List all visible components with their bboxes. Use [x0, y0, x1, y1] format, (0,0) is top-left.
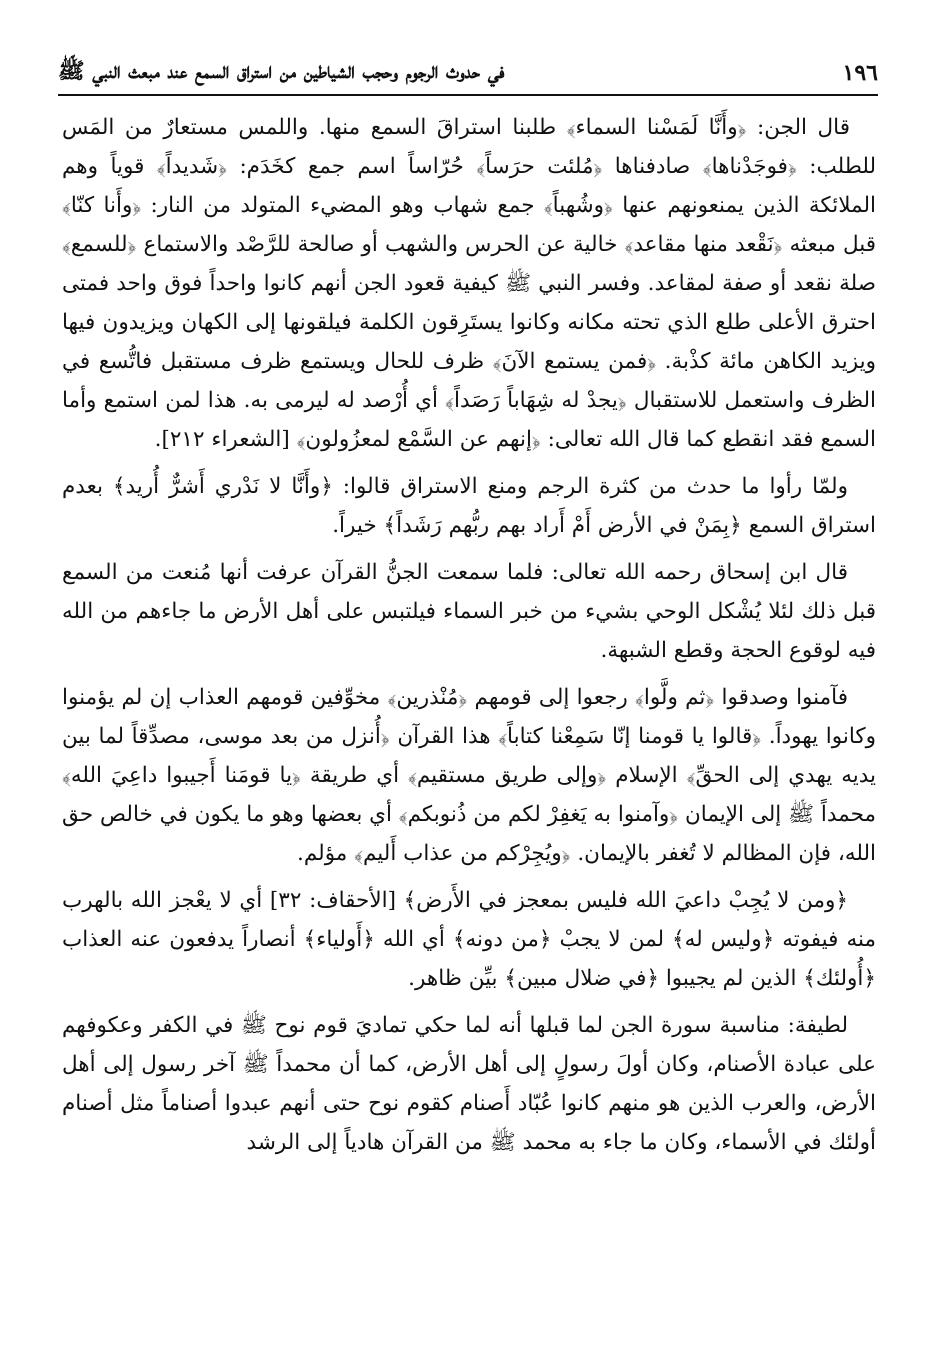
paragraph: فآمنوا وصدقوا ﴿ثم ولَّوا﴾ رجعوا إلى قومهم ﴿مُنْذرين﴾ مخوِّفين قومهم العذاب إن لم يؤمنوا وكانوا يهوداً. ﴿قالوا يا قومنا إنّا سَمِعْنا كتاباً﴾ هذا القرآن ﴿أُنزل من بعد موسى، مصدِّقاً لما بين يديه يهدي إلى الحقِّ﴾ الإسلام ﴿وإلى طريق مستقيم﴾ أي طريقة ﴿يا قومَنا أَجيبوا داعِيَ الله﴾ محمداً ﷺ إلى الإيمان ﴿وآمنوا به يَغفِرْ لكم من ذُنوبكم﴾ أي بعضها وهو ما يكون في خالص حق الله، فإن المظالم لا تُغفر بالإيمان. ﴿ويُجِرْكم من عذاب أَليم﴾ مؤلم.	[62, 685, 876, 866]
paragraph: ولمّا رأوا ما حدث من كثرة الرجم ومنع الاستراق قالوا: ﴿وأَنَّا لا نَدْري أَشرٌّ أُريد﴾ بعدم استراق السمع ﴿بِمَنْ في الأرض أَمْ أَراد بهم ربُّهم رَشَداً﴾ خيراً.	[62, 474, 876, 538]
page-header	[58, 52, 878, 96]
paragraph: ﴿ومن لا يُجِبْ داعيَ الله فليس بمعجز في الأَرض﴾ [الأحقاف: ٣٢] أي لا يعْجز الله بالهرب منه فيفوته ﴿وليس له﴾ لمن لا يجبْ ﴿من دونه﴾ أي الله ﴿أَولياء﴾ أنصاراً يدفعون عنه العذاب ﴿أُولئك﴾ الذين لم يجيبوا ﴿في ضلال مبين﴾ بيِّن ظاهر.	[62, 888, 876, 991]
paragraph: قال الجن: ﴿وأَنَّا لَمَسْنا السماء﴾ طلبنا استراقَ السمع منها. واللمس مستعارٌ من المَس للطلب: ﴿فوجَدْناها﴾ صادفناها ﴿مُلئت حرَساً﴾ حُرّاساً اسم جمع كخَدَم: ﴿شَديداً﴾ قوياً وهم الملائكة الذين يمنعونهم عنها ﴿وشُهباً﴾ جمع شهاب وهو المضيء المتولد من النار: ﴿وأَنا كنّا﴾ قبل مبعثه ﴿نَقْعد منها مقاعد﴾ خالية عن الحرس والشهب أو صالحة للرَّصْد والاستماع ﴿للسمع﴾ صلة نقعد أو صفة لمقاعد. وفسر النبي ﷺ كيفية قعود الجن أنهم كانوا واحداً فوق واحد فمتى احترق الأعلى طلع الذي تحته مكانه وكانوا يستَرِقون الكلمة فيلقونها إلى الكهان ويزيدون فيها ويزيد الكاهن مائة كذْبة. ﴿فمن يستمع الآنَ﴾ ظرف للحال ويستمع ظرف مستقبل فاتُّسع في الظرف واستعمل للاستقبال ﴿يجدْ له شِهَاباً رَصَداً﴾ أي أُرْصد له ليرمى به. هذا لمن استمع وأما السمع فقد انقطع كما قال الله تعالى: ﴿إنهم عن السَّمْع لمعزُولون﴾ [الشعراء ٢١٢].	[62, 115, 876, 452]
page-number: ١٩٦	[842, 60, 878, 86]
paragraph: لطيفة: مناسبة سورة الجن لما قبلها أنه لما حكي تماديَ قوم نوح ﷺ في الكفر وعكوفهم على عبادة الأصنام، وكان أولَ رسولٍ إلى أهل الأرض، كما أن محمداً ﷺ آخر رسول إلى أهل الأرض، والعرب الذين هو منهم كانوا عُبّاد أَصنام كقوم نوح حتى أنهم عبدوا أصناماً مثل أصنام أولئك في الأسماء، وكان ما جاء به محمد ﷺ من القرآن هادياً إلى الرشد	[62, 1013, 876, 1155]
page-body	[62, 108, 876, 1170]
running-title: في حدوث الرجوم وحجب الشياطين من استراق السمع عند مبعث النبي ﷺ	[58, 58, 505, 84]
paragraph: قال ابن إسحاق رحمه الله تعالى: فلما سمعت الجنُّ القرآن عرفت أنها مُنعت من السمع قبل ذلك لئلا يُشْكل الوحي بشيء من خبر السماء فيلتبس على أهل الأرض ما جاءهم من الله فيه لوقوع الحجة وقطع الشبهة.	[62, 560, 876, 663]
